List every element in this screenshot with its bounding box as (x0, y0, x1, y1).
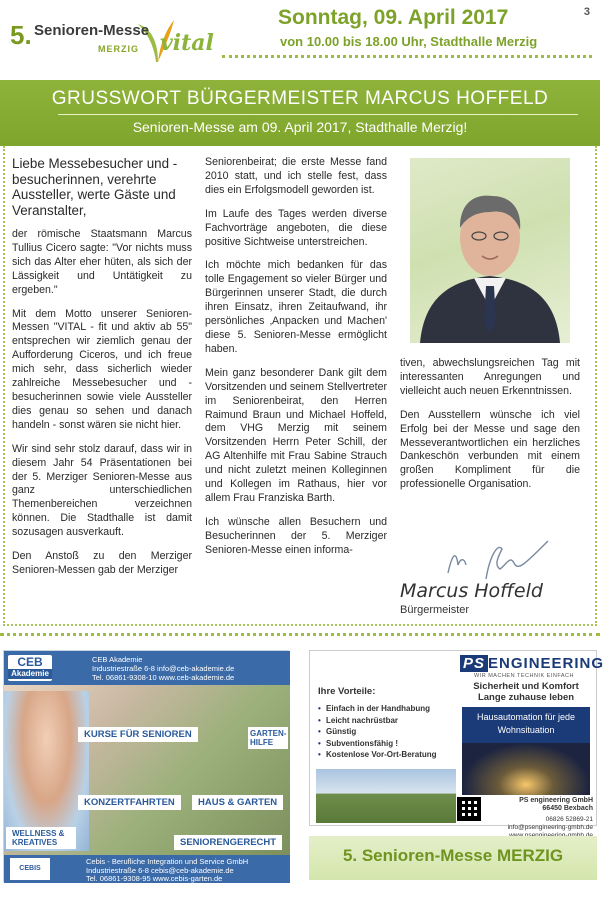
signature-name: Marcus Hoffeld (400, 580, 543, 602)
paragraph: Wir sind sehr stolz darauf, dass wir in diesem Jahr 54 Präsentationen bei der 5. Merziger Senioren-Messe aus ganz unterschiedlichen Themenbereichen verzeichnen können. Die Stadthalle ist damit sozusagen ausverkauft. (12, 442, 192, 539)
greeting: Liebe Messebesucher und -besucherinnen, verehrte Aussteller, werte Gäste und Veranstalter, (12, 156, 178, 218)
title-divider (58, 114, 578, 115)
ps-contact: PS engineering GmbH 66450 Bexbach 06826 52869-21 info@psengineering-gmbh.de (507, 797, 593, 831)
signature-role: Bürgermeister (400, 604, 470, 616)
qr-code-icon (457, 797, 481, 821)
ps-benefits-list (318, 703, 458, 761)
paragraph: Seniorenbeirat; die erste Messe fand 2010 statt, und ich stelle fest, dass dies ein Erfolgsmodell geworden ist. (205, 156, 387, 196)
list-item: • Kostenlose Vor-Ort-Beratung (318, 749, 458, 761)
igloo-photo (462, 743, 590, 795)
ceb-tag: KONZERTFAHRTEN (78, 795, 181, 810)
ps-slogan: Sicherheit und Komfort Lange zuhause leben (473, 681, 579, 703)
logo-name: Senioren-Messe (34, 22, 150, 39)
logo-number: 5. (10, 20, 32, 50)
logo-city: MERZIG (98, 44, 139, 54)
paragraph: Den Ausstellern wünsche ich viel Erfolg bei der Messe und sage den Messeverantwortlichen ein herzliches Dankeschön verbunden mit einem großen Kompliment für die professionelle Organisation. (400, 408, 580, 491)
ps-logo: PS ENGINEERING (460, 655, 604, 672)
paragraph: Ich wünsche allen Besuchern und Besucherinnen der 5. Merziger Senioren-Messe einen informa- (205, 515, 387, 556)
paragraph: tiven, abwechslungsreichen Tag mit interessanten Anregungen und vielleicht auch neuen Erkenntnissen. (400, 357, 580, 397)
footer-badge (309, 836, 597, 880)
section-divider (0, 633, 600, 636)
logo (8, 14, 218, 64)
ceb-header (4, 651, 290, 685)
logo-vital: vital (160, 30, 214, 56)
list-item: • Leicht nachrüstbar (318, 715, 458, 727)
paragraph: Im Laufe des Tages werden diverse Fachvorträge angeboten, die diese positive Sichtweise unterstreichen. (205, 207, 387, 248)
ceb-tag: HAUS & GARTEN (192, 795, 283, 810)
footer-title: 5. Senioren-Messe MERZIG (342, 846, 564, 865)
page-number: 3 (583, 6, 590, 18)
text-column-1 (12, 156, 192, 588)
ceb-logo: CEB Akademie (8, 655, 52, 681)
paragraph: der römische Staatsmann Marcus Tullius Cicero sagte: "Vor nichts muss sich das Alter eher hüten, als sich der Lässigkeit und Untätigkeit zu ergeben." (12, 228, 192, 296)
paragraph: Mit dem Motto unserer Senioren-Messen "VITAL - fit und aktiv ab 55" entsprechen wir ziemlich genau der Aufforderung Ciceros, und ich freue mich sehr, dass sicherlich wieder zahlreiche Messebesucher und -besucherinnen sowie viele Aussteller dies genau so sehen und danach handeln - sonst wären sie nicht hier. (12, 307, 192, 431)
header (0, 0, 600, 76)
event-date: Sonntag, 09. April 2017 (278, 6, 509, 29)
house-photo (316, 769, 456, 823)
portrait-image (410, 158, 570, 343)
title-band (0, 80, 600, 146)
event-time: von 10.00 bis 18.00 Uhr, Stadthalle Merzig (280, 34, 538, 49)
ceb-tag: KURSE FÜR SENIOREN (78, 727, 198, 742)
ceb-tag: GARTEN-HILFE (250, 729, 287, 747)
cebis-footer (4, 855, 290, 883)
mayor-portrait (410, 158, 570, 343)
cebis-logo: CEBIS (10, 858, 50, 880)
article-title: GRUSSWORT BÜRGERMEISTER MARCUS HOFFELD (51, 88, 549, 109)
header-divider (222, 55, 592, 58)
ceb-contact: CEB Akademie Industriestraße 6-8 info@ceb-akademie.de Tel. 06861-9308-10 www.ceb-akademie.de (92, 655, 235, 682)
text-column-2 (205, 156, 387, 568)
cebis-contact: Cebis - Berufliche Integration und Service GmbH Industriestraße 6-8 cebis@ceb-akademie.de Tel. 06861-9308-95 www.cebis-garten.de (86, 857, 249, 883)
ps-claim: WIR MACHEN TECHNIK EINFACH (474, 673, 574, 679)
text-column-3 (400, 357, 580, 502)
article-subtitle: Senioren-Messe am 09. April 2017, Stadthalle Merzig! (132, 119, 468, 135)
list-item: • Subventionsfähig ! (318, 738, 458, 750)
paragraph: Mein ganz besonderer Dank gilt dem Vorsitzenden und seinem Stellvertreter im Seniorenbeirat, den Herren Raimund Braun und Michael Hoffeld, dem VHG Merzig mit seinem Vorsitzenden Herrn Peter Schill, der AG Altenhilfe mit Frau Sabine Strauch und nicht zuletzt meinen Kolleginnen und Kollegen im Rathaus, hier vor allem Frau Franziska Barth. (205, 366, 387, 504)
list-item: • Günstig (318, 726, 458, 738)
ps-automation-box: Hausautomation für jede Wohnsituation (462, 707, 590, 743)
ps-benefits-title: Ihre Vorteile: (318, 686, 376, 697)
paragraph: Ich möchte mich bedanken für das tolle Engagement so vieler Bürger und Bürgerinnen unserer Stadt, die durch ihren Einsatz, ihren Zeitaufwand, ihr persönliches ‚Anpacken und Machen' diese 5. Senioren-Messe ermöglicht haben. (205, 259, 387, 355)
ceb-tag: SENIORENGERECHT (174, 835, 282, 850)
ps-engineering-advertisement (309, 650, 604, 831)
list-item: • Einfach in der Handhabung (318, 703, 458, 715)
handwritten-signature (440, 535, 550, 585)
paragraph: Den Anstoß zu den Merziger Senioren-Messen gab der Merziger (12, 550, 192, 576)
ceb-advertisement (3, 650, 289, 882)
ceb-tag: WELLNESS & KREATIVES (6, 827, 76, 849)
